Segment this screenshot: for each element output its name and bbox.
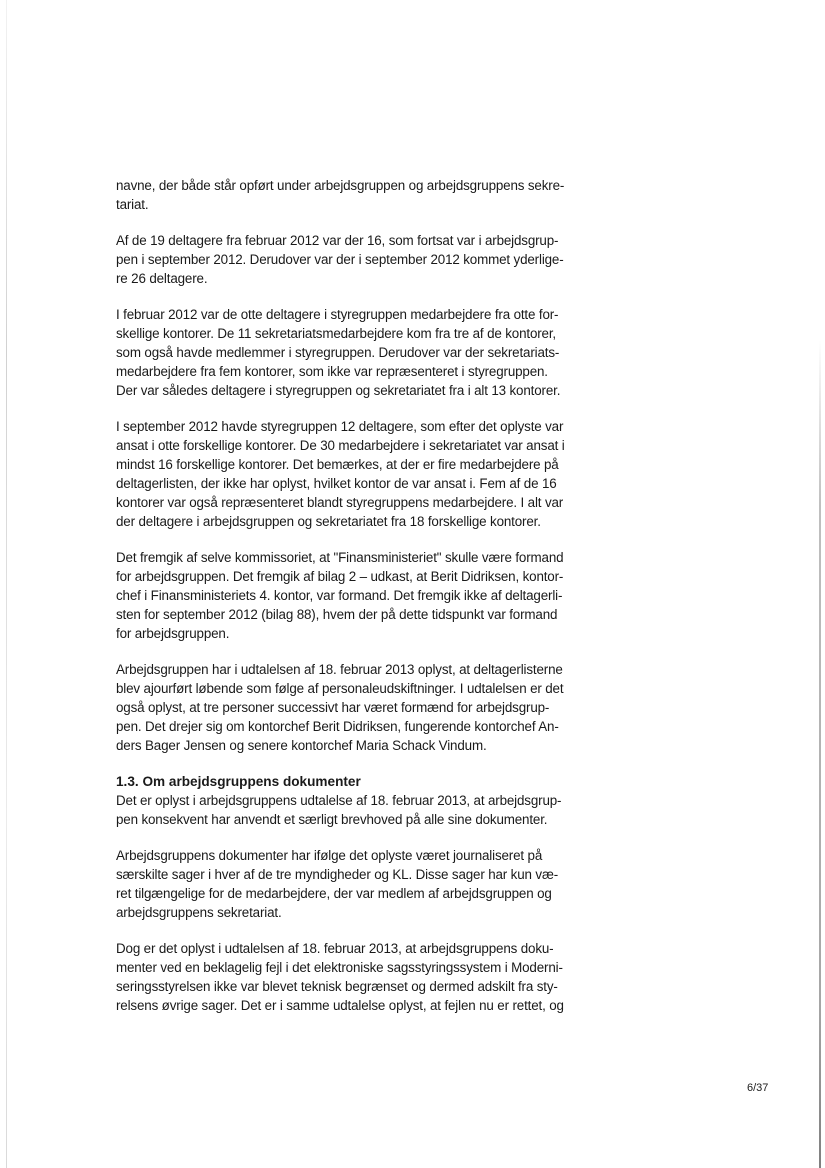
- text-line: som også havde medlemmer i styregruppen. Derudover var der sekretariats-: [116, 345, 560, 360]
- scan-edge-left: [6, 0, 7, 1168]
- text-line: Arbejdsgruppen har i udtalelsen af 18. februar 2013 oplyst, at deltagerlisterne: [116, 662, 563, 677]
- text-line: pen konsekvent har anvendt et særligt brevhoved på alle sine dokumenter.: [116, 812, 548, 827]
- text-line: Arbejdsgruppens dokumenter har ifølge det oplyste været journaliseret på: [116, 848, 543, 863]
- section-documents: [116, 772, 578, 1015]
- text-line: menter ved en beklagelig fejl i det elektroniske sagsstyringssystem i Moderni-: [116, 960, 563, 975]
- text-line: navne, der både står opført under arbejdsgruppen og arbejdsgruppens sekre-: [116, 178, 565, 193]
- text-line: Dog er det oplyst i udtalelsen af 18. februar 2013, at arbejdsgruppens doku-: [116, 941, 554, 956]
- text-line: for arbejdsgruppen. Det fremgik af bilag 2 – udkast, at Berit Didriksen, kontor-: [116, 569, 564, 584]
- section-paragraph-3: [116, 939, 578, 1015]
- text-line: blev ajourført løbende som følge af personaleudskiftninger. I udtalelsen er det: [116, 681, 564, 696]
- text-line: sten for september 2012 (bilag 88), hvem der på dette tidspunkt var formand: [116, 607, 558, 622]
- text-line: deltagerlisten, der ikke har oplyst, hvilket kontor de var ansat i. Fem af de 16: [116, 476, 557, 491]
- scan-edge-right: [819, 340, 821, 1168]
- text-line: Det er oplyst i arbejdsgruppens udtalelse af 18. februar 2013, at arbejdsgrup-: [116, 793, 562, 808]
- text-line: Der var således deltagere i styregruppen og sekretariatet fra i alt 13 kontorer.: [116, 383, 561, 398]
- text-line: pen. Det drejer sig om kontorchef Berit Didriksen, fungerende kontorchef An-: [116, 719, 559, 734]
- text-line: for arbejdsgruppen.: [116, 626, 230, 641]
- text-line: relsens øvrige sager. Det er i samme udtalelse oplyst, at fejlen nu er rettet, og: [116, 998, 564, 1013]
- paragraph-6: [116, 660, 578, 755]
- text-line: seringsstyrelsen ikke var blevet teknisk begrænset og dermed adskilt fra sty-: [116, 979, 558, 994]
- text-line: der deltagere i arbejdsgruppen og sekretariatet fra 18 forskellige kontorer.: [116, 514, 541, 529]
- text-line: I februar 2012 var de otte deltagere i styregruppen medarbejdere fra otte for-: [116, 307, 559, 322]
- document-body: [116, 176, 578, 1032]
- paragraph-1: [116, 176, 578, 214]
- paragraph-5: [116, 548, 578, 643]
- text-line: chef i Finansministeriets 4. kontor, var formand. Det fremgik ikke af deltagerli-: [116, 588, 563, 603]
- paragraph-4: [116, 417, 578, 531]
- text-line: Af de 19 deltagere fra februar 2012 var der 16, som fortsat var i arbejdsgrup-: [116, 233, 559, 248]
- text-line: kontorer var også repræsenteret blandt styregruppens medarbejdere. I alt var: [116, 495, 564, 510]
- paragraph-2: [116, 231, 578, 288]
- text-line: ders Bager Jensen og senere kontorchef Maria Schack Vindum.: [116, 738, 487, 753]
- text-line: skellige kontorer. De 11 sekretariatsmedarbejdere kom fra tre af de kontorer,: [116, 326, 556, 341]
- paragraph-3: [116, 305, 578, 400]
- text-line: særskilte sager i hver af de tre myndigheder og KL. Disse sager har kun væ-: [116, 867, 559, 882]
- text-line: ansat i otte forskellige kontorer. De 30 medarbejdere i sekretariatet var ansat i: [116, 438, 565, 453]
- section-paragraph-1: [116, 791, 578, 829]
- text-line: pen i september 2012. Derudover var der i september 2012 kommet yderlige-: [116, 252, 564, 267]
- section-paragraph-2: [116, 846, 578, 922]
- text-line: Det fremgik af selve kommissoriet, at "Finansministeriet" skulle være formand: [116, 550, 564, 565]
- text-line: mindst 16 forskellige kontorer. Det bemærkes, at der er fire medarbejdere på: [116, 457, 559, 472]
- page-number: 6/37: [747, 1082, 769, 1094]
- text-line: også oplyst, at tre personer successivt har været formænd for arbejdsgrup-: [116, 700, 550, 715]
- text-line: re 26 deltagere.: [116, 271, 208, 286]
- section-heading: 1.3. Om arbejdsgruppens dokumenter: [116, 774, 361, 789]
- text-line: arbejdsgruppens sekretariat.: [116, 905, 282, 920]
- text-line: I september 2012 havde styregruppen 12 deltagere, som efter det oplyste var: [116, 419, 564, 434]
- text-line: tariat.: [116, 197, 149, 212]
- text-line: medarbejdere fra fem kontorer, som ikke var repræsenteret i styregruppen.: [116, 364, 548, 379]
- text-line: ret tilgængelige for de medarbejdere, der var medlem af arbejdsgruppen og: [116, 886, 552, 901]
